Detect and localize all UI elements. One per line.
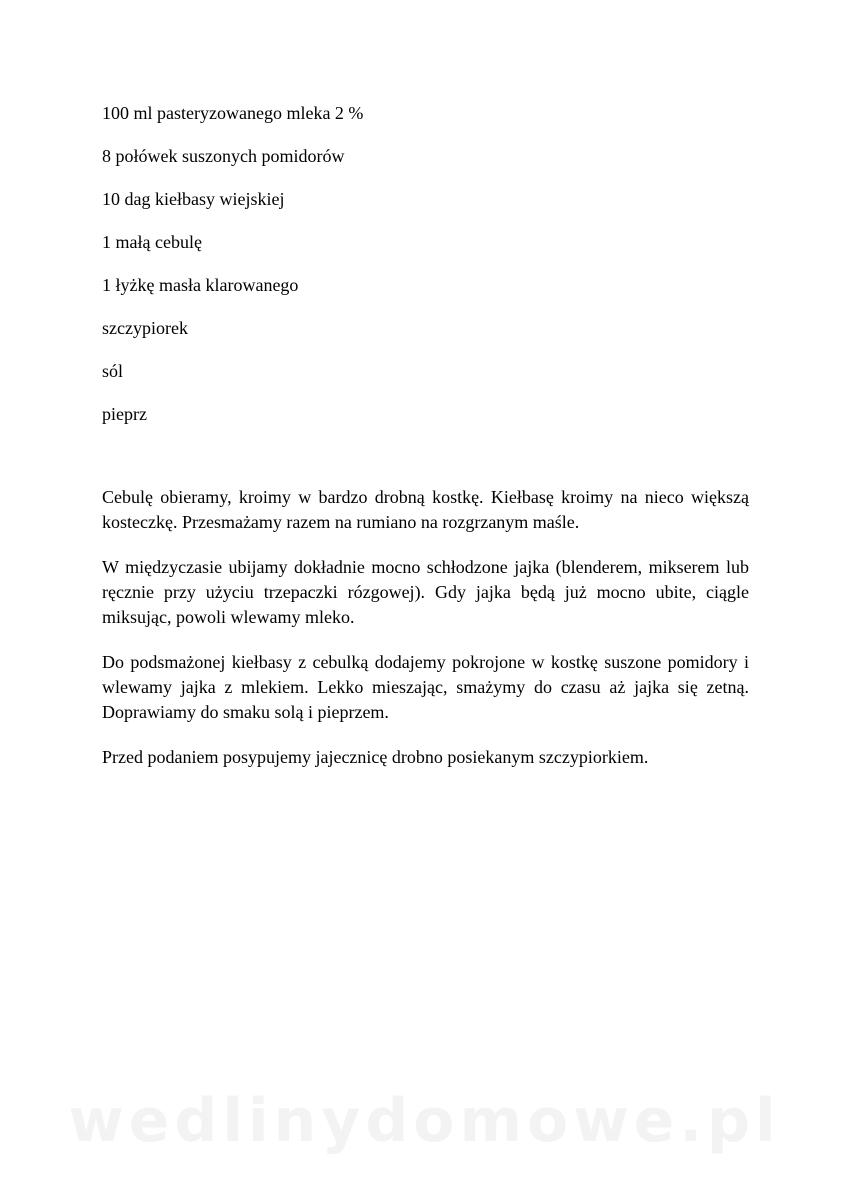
ingredient-butter: 1 łyżkę masła klarowanego — [102, 275, 299, 295]
instruction-step-3: Do podsmażonej kiełbasy z cebulką dodajemy pokrojone w kostkę suszone pomidory i wlewamy jajka z mlekiem. Lekko mieszając, smażymy do czasu aż jajka się zetną. Doprawiamy do smaku solą i pieprzem. — [102, 652, 749, 722]
ingredient-sausage: 10 dag kiełbasy wiejskiej — [102, 189, 285, 209]
ingredient-chives: szczypiorek — [102, 318, 188, 338]
instruction-step-4: Przed podaniem posypujemy jajecznicę drobno posiekanym szczypiorkiem. — [102, 747, 649, 767]
ingredient-dried-tomatoes: 8 połówek suszonych pomidorów — [102, 146, 345, 166]
watermark-text: wedlinydomowe.pl — [68, 1086, 781, 1156]
instructions-section — [102, 485, 749, 790]
instruction-step-1: Cebulę obieramy, kroimy w bardzo drobną kostkę. Kiełbasę kroimy na nieco większą kosteczkę. Przesmażamy razem na rumiano na rozgrzanym maśle. — [102, 487, 749, 532]
instruction-step-2: W międzyczasie ubijamy dokładnie mocno schłodzone jajka (blenderem, mikserem lub ręcznie przy użyciu trzepaczki rózgowej). Gdy jajka będą już mocno ubite, ciągle miksując, powoli wlewamy mleko. — [102, 557, 749, 627]
ingredients-list — [102, 100, 762, 444]
ingredient-salt: sól — [102, 361, 124, 381]
ingredient-milk: 100 ml pasteryzowanego mleka 2 % — [102, 103, 364, 123]
ingredient-onion: 1 małą cebulę — [102, 232, 202, 252]
ingredient-pepper: pieprz — [102, 404, 147, 424]
